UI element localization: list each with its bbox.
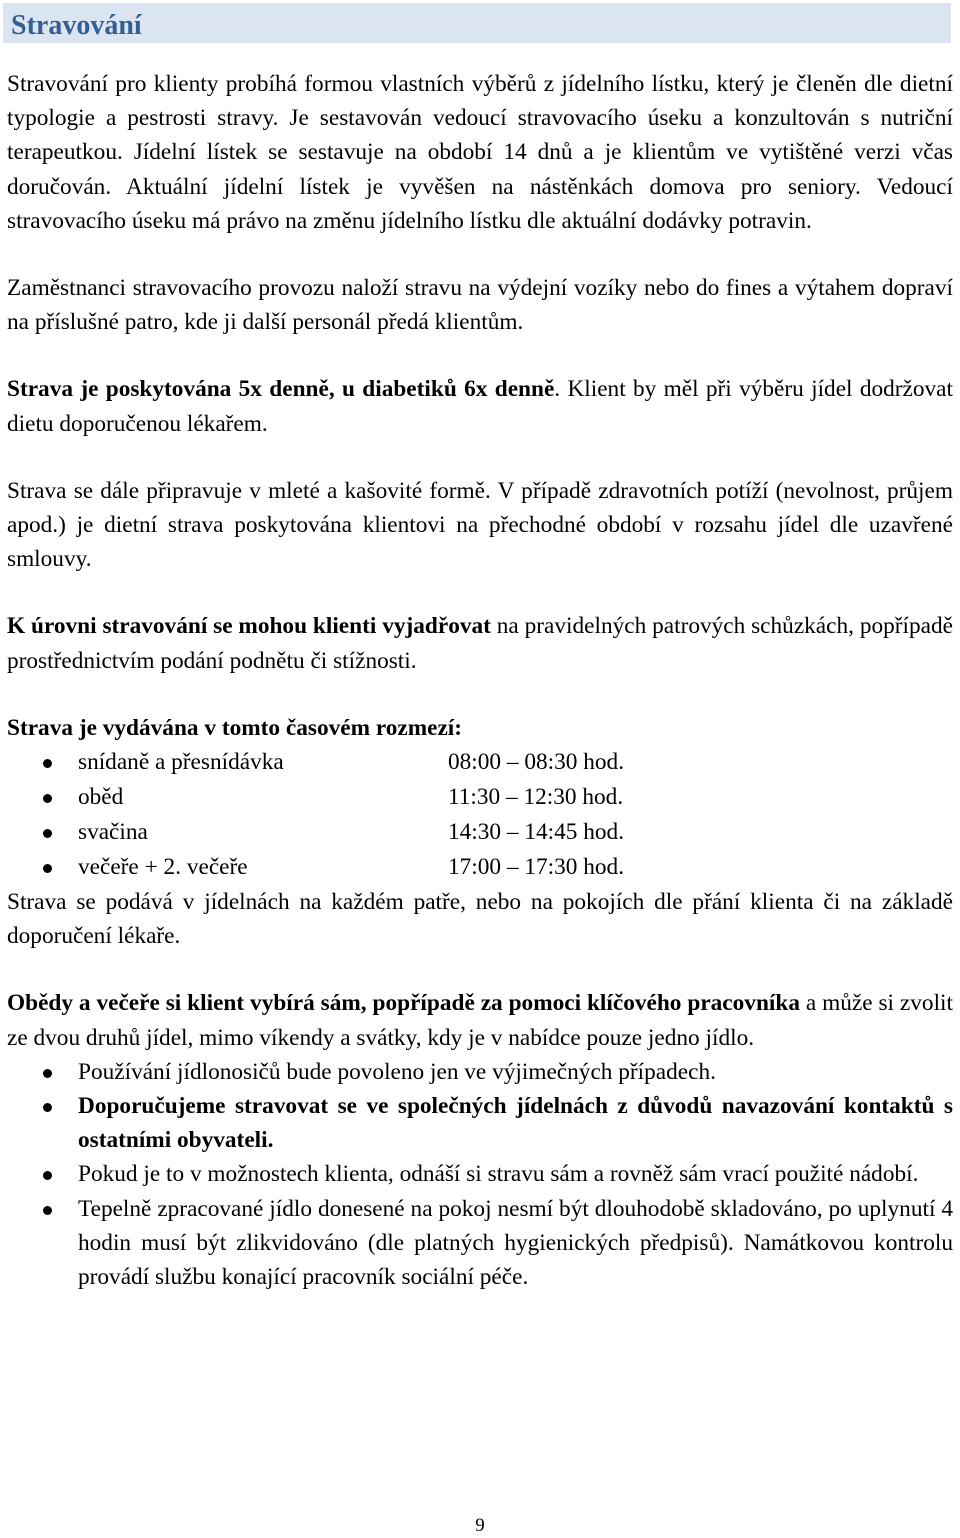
paragraph-delivery: Zaměstnanci stravovacího provozu naloží stravu na výdejní vozíky nebo do fines a výtahem dopraví na příslušné patro, kde ji další personál předá klientům. — [7, 275, 953, 336]
meal-schedule-item — [7, 850, 953, 885]
meal-choice-text: a může si zvolit ze dvou druhů jídel, mimo víkendy a svátky, kdy je v nabídce pouze jedno jídlo. — [7, 990, 953, 1051]
meal-schedule-item — [7, 815, 953, 850]
paragraph-intro: Stravování pro klienty probíhá formou vlastních výběrů z jídelního lístku, který je členěn dle dietní typologie a pestrosti stravy. Je sestavován vedoucí stravovacího úseku a konzultován s nutriční terapeutkou. Jídelní lístek se sestavuje na období 14 dnů a je klientům ve vytištěné verzi včas doručován. Aktuální jídelní lístek je vyvěšen na nástěnkách domova pro seniory. Vedoucí stravovacího úseku má právo na změnu jídelního lístku dle aktuální dodávky potravin. — [7, 71, 953, 234]
paragraph-serving-place: Strava se podává v jídelnách na každém patře, nebo na pokojích dle přání klienta či na základě doporučení lékaře. — [7, 889, 953, 950]
meal-choice-emphasis: Obědy a večeře si klient vybírá sám, popřípadě za pomoci klíčového pracovníka — [7, 990, 800, 1017]
bullet-icon — [43, 1103, 52, 1112]
section-heading: Stravování — [11, 10, 142, 41]
rules-list-item — [7, 1157, 953, 1191]
bullet-icon — [43, 1069, 52, 1078]
meal-schedule-list — [7, 745, 953, 885]
schedule-title: Strava je vydávána v tomto časovém rozmezí: — [7, 714, 463, 741]
rule-text: Používání jídlonosičů bude povoleno jen ve výjimečných případech. — [78, 1058, 716, 1085]
rules-list-item — [7, 1055, 953, 1089]
rules-list-item — [7, 1089, 953, 1157]
meal-name: svačina — [78, 819, 148, 846]
bullet-icon — [43, 759, 52, 768]
paragraph-frequency — [7, 372, 953, 440]
section-heading-band — [3, 3, 951, 43]
page-number: 9 — [475, 1515, 485, 1536]
bullet-icon — [43, 1206, 52, 1215]
document-body — [7, 67, 953, 1294]
meal-time: 14:30 – 14:45 hod. — [448, 819, 625, 846]
frequency-text: . Klient by měl při výběru jídel dodržovat dietu doporučenou lékařem. — [7, 376, 953, 437]
rule-text: Tepelně zpracované jídlo donesené na pokoj nesmí být dlouhodobě skladováno, po uplynutí 4 hodin musí být zlikvidováno (dle platných hygienických předpisů). Namátkovou kontrolu provádí službu konající pracovník sociální péče. — [78, 1195, 953, 1291]
frequency-emphasis: Strava je poskytována 5x denně, u diabetiků 6x denně — [7, 376, 555, 403]
meal-name: oběd — [78, 784, 124, 811]
meal-time: 17:00 – 17:30 hod. — [448, 854, 625, 881]
meal-time: 08:00 – 08:30 hod. — [448, 749, 625, 776]
bullet-icon — [43, 864, 52, 873]
bullet-icon — [43, 1171, 52, 1180]
rule-text: Pokud je to v možnostech klienta, odnáší si stravu sám a rovněž sám vrací použité nádobí. — [78, 1161, 919, 1188]
rules-list — [7, 1055, 953, 1294]
meal-name: snídaně a přesnídávka — [78, 749, 284, 776]
paragraph-diet-forms: Strava se dále připravuje v mleté a kašovité formě. V případě zdravotních potíží (nevolnost, průjem apod.) je dietní strava poskytována klientovi na přechodné období v rozsahu jídel dle uzavřené smlouvy. — [7, 477, 953, 573]
rules-list-item — [7, 1192, 953, 1295]
paragraph-meal-choice — [7, 986, 953, 1054]
meal-schedule-item — [7, 745, 953, 780]
meal-schedule-item — [7, 780, 953, 815]
paragraph-feedback — [7, 609, 953, 677]
bullet-icon — [43, 829, 52, 838]
bullet-icon — [43, 794, 52, 803]
feedback-emphasis: K úrovni stravování se mohou klienti vyjadřovat — [7, 613, 491, 640]
meal-name: večeře + 2. večeře — [78, 854, 248, 881]
rule-text: Doporučujeme stravovat se ve společných jídelnách z důvodů navazování kontaktů s ostatními obyvateli. — [78, 1093, 953, 1154]
meal-time: 11:30 – 12:30 hod. — [448, 784, 624, 811]
feedback-text: na pravidelných patrových schůzkách, popřípadě prostřednictvím podání podnětu či stížnosti. — [7, 613, 953, 674]
